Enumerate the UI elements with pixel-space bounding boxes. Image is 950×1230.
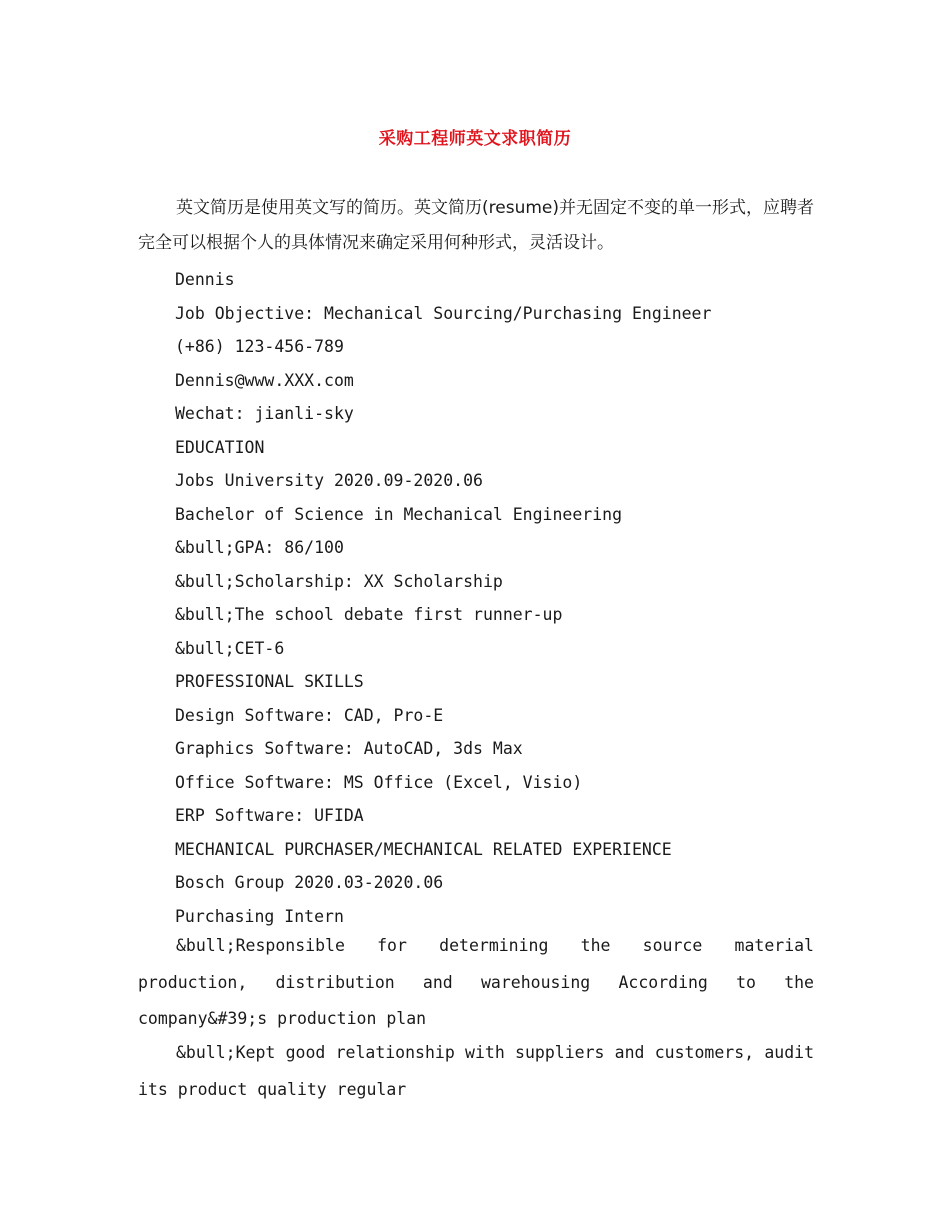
job-objective: Job Objective: Mechanical Sourcing/Purchasing Engineer <box>175 303 712 323</box>
erp-software-line: ERP Software: UFIDA <box>175 806 364 825</box>
education-heading: EDUCATION <box>175 437 265 457</box>
email-address: Dennis@www.XXX.com <box>175 370 354 390</box>
resume-name: Dennis <box>175 270 235 289</box>
experience-heading: MECHANICAL PURCHASER/MECHANICAL RELATED EXPERIENCE <box>175 839 672 859</box>
debate-line: &bull;The school debate first runner-up <box>175 605 563 624</box>
degree-line: Bachelor of Science in Mechanical Engineering <box>175 504 623 524</box>
position-line: Purchasing Intern <box>175 906 344 926</box>
scholarship-line: &bull;Scholarship: XX Scholarship <box>175 571 503 591</box>
graphics-software-line: Graphics Software: AutoCAD, 3ds Max <box>175 739 523 758</box>
intro-paragraph: 英文简历是使用英文写的简历。英文简历(resume)并无固定不变的单一形式，应聘者完全可以根据个人的具体情况来确定采用何种形式，灵活设计。 <box>138 198 814 253</box>
gpa-line: &bull;GPA: 86/100 <box>175 538 344 557</box>
wechat-id: Wechat: jianli-sky <box>175 404 354 423</box>
resume-lines <box>175 263 711 933</box>
document-title: 采购工程师英文求职简历 <box>378 129 572 149</box>
university-line: Jobs University 2020.09-2020.06 <box>175 471 483 490</box>
employer-line: Bosch Group 2020.03-2020.06 <box>175 873 444 892</box>
phone-number: (+86) 123-456-789 <box>175 337 344 356</box>
cet-line: &bull;CET-6 <box>175 638 285 658</box>
responsibility-paragraph-2: &bull;Kept good relationship with suppliers and customers, audit its product quality regular <box>138 1043 814 1099</box>
design-software-line: Design Software: CAD, Pro-E <box>175 705 444 725</box>
skills-heading: PROFESSIONAL SKILLS <box>175 672 364 691</box>
responsibility-paragraph-1: &bull;Responsible for determining the source material production, distribution and warehousing According to the company&#39;s production plan <box>138 936 814 1028</box>
office-software-line: Office Software: MS Office (Excel, Visio) <box>175 772 583 792</box>
